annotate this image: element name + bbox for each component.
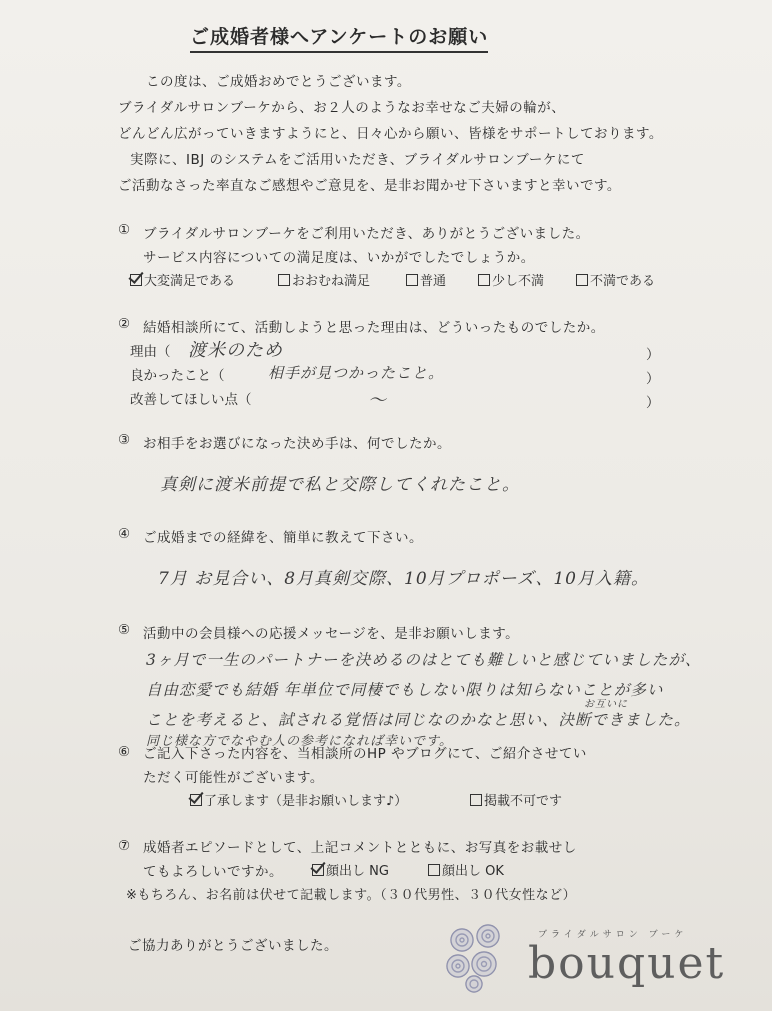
q1-option-very-satisfied[interactable]: 大変満足である (130, 270, 235, 289)
checkbox-icon (406, 274, 418, 286)
q3-number: ③ (118, 432, 131, 448)
intro-line-5: ご活動なさった率直なご感想やご意見を、是非お聞かせ下さいますと幸いです。 (118, 178, 621, 194)
q5-annotation: お互いに (584, 699, 628, 710)
rose-bouquet-logo-icon (440, 918, 516, 994)
intro-line-2: ブライダルサロンブーケから、お２人のようなお幸せなご夫婦の輪が、 (118, 100, 566, 116)
q5-number: ⑤ (118, 622, 131, 638)
page-title: ご成婚者様へアンケートのお願い (190, 22, 488, 53)
q2-good-close: ） (646, 371, 660, 387)
checkbox-checked-icon (190, 794, 202, 806)
q4-text: ご成婚までの経緯を、簡単に教えて下さい。 (143, 530, 423, 546)
intro-line-3: どんどん広がっていきますようにと、日々心から願い、皆様をサポートしております。 (118, 126, 663, 142)
checkbox-icon (576, 274, 588, 286)
q5-answer-line-1: 3ヶ月で一生のパートナーを決めるのはとても難しいと感じていましたが、 (146, 651, 702, 669)
checkbox-checked-icon (312, 864, 324, 876)
checkbox-checked-icon (130, 274, 142, 286)
q5-answer-line-2: 自由恋愛でも結婚 年単位で同棲でもしない限りは知らないことが多い (146, 681, 664, 699)
q7-number: ⑦ (118, 838, 131, 854)
q1-text: ブライダルサロンブーケをご利用いただき、ありがとうございました。 (143, 226, 590, 242)
q2-improve-label: 改善してほしい点（ (130, 392, 252, 408)
q7-text: 成婚者エピソードとして、上記コメントとともに、お写真をお載せし (143, 840, 577, 856)
q1-option-mostly-satisfied[interactable]: おおむね満足 (278, 270, 370, 289)
q2-reason-label: 理由（ (130, 344, 171, 360)
q1-option-dissatisfied[interactable]: 不満である (576, 270, 655, 289)
q6-option-consent[interactable]: 了承します（是非お願いします♪） (190, 790, 407, 809)
q7-text-2: てもよろしいですか。 (143, 864, 283, 880)
q5-text: 活動中の会員様への応援メッセージを、是非お願いします。 (143, 626, 520, 642)
checkbox-icon (428, 864, 440, 876)
q3-text: お相手をお選びになった決め手は、何でしたか。 (143, 436, 451, 452)
q2-reason-close: ） (646, 347, 660, 363)
logo-wordmark: bouquet (528, 938, 726, 989)
q2-text: 結婚相談所にて、活動しようと思った理由は、どういったものでしたか。 (143, 320, 605, 336)
intro-line-1: この度は、ご成婚おめでとうございます。 (146, 74, 411, 90)
q6-text: ご記入下さった内容を、当相談所のHP やブログにて、ご紹介させてい (143, 746, 587, 762)
checkbox-icon (478, 274, 490, 286)
checkbox-icon (470, 794, 482, 806)
q7-option-face-ok[interactable]: 顔出し OK (428, 860, 504, 879)
intro-line-4: 実際に、IBJ のシステムをご活用いただき、ブライダルサロンブーケにて (130, 152, 585, 168)
q5-answer-line-4: 同じ様な方でなやむ人の参考になれば幸いです。 (146, 734, 453, 749)
q2-improve-close: ） (646, 395, 660, 411)
q6-number: ⑥ (118, 744, 131, 760)
q1-number: ① (118, 222, 131, 238)
q6-text-2: ただく可能性がございます。 (143, 770, 324, 786)
q2-reason-answer: 渡米のため (188, 340, 283, 361)
q7-note: ※もちろん、お名前は伏せて記載します。（３０代男性、３０代女性など） (126, 888, 577, 903)
closing-text: ご協力ありがとうございました。 (128, 938, 338, 954)
q4-answer: 7月 お見合い、8月真剣交際、10月プロポーズ、10月入籍。 (158, 569, 649, 589)
logo-subtitle: ブライダルサロン ブーケ (538, 930, 688, 940)
q2-good-label: 良かったこと（ (130, 368, 225, 384)
checkbox-icon (278, 274, 290, 286)
q2-improve-answer: 〜 (368, 390, 387, 411)
q3-answer: 真剣に渡米前提で私と交際してくれたこと。 (160, 475, 520, 495)
q5-answer-line-3: ことを考えると、試される覚悟は同じなのかなと思い、決断できました。 (146, 711, 691, 729)
q6-option-decline[interactable]: 掲載不可です (470, 790, 562, 809)
q1-subtext: サービス内容についての満足度は、いかがでしたでしょうか。 (143, 250, 535, 266)
q1-option-slightly-dissatisfied[interactable]: 少し不満 (478, 270, 544, 289)
q2-good-answer: 相手が見つかったこと。 (268, 364, 445, 382)
q1-option-neutral[interactable]: 普通 (406, 270, 446, 289)
q2-number: ② (118, 316, 131, 332)
q4-number: ④ (118, 526, 131, 542)
q7-option-face-ng[interactable]: 顔出し NG (312, 860, 389, 879)
